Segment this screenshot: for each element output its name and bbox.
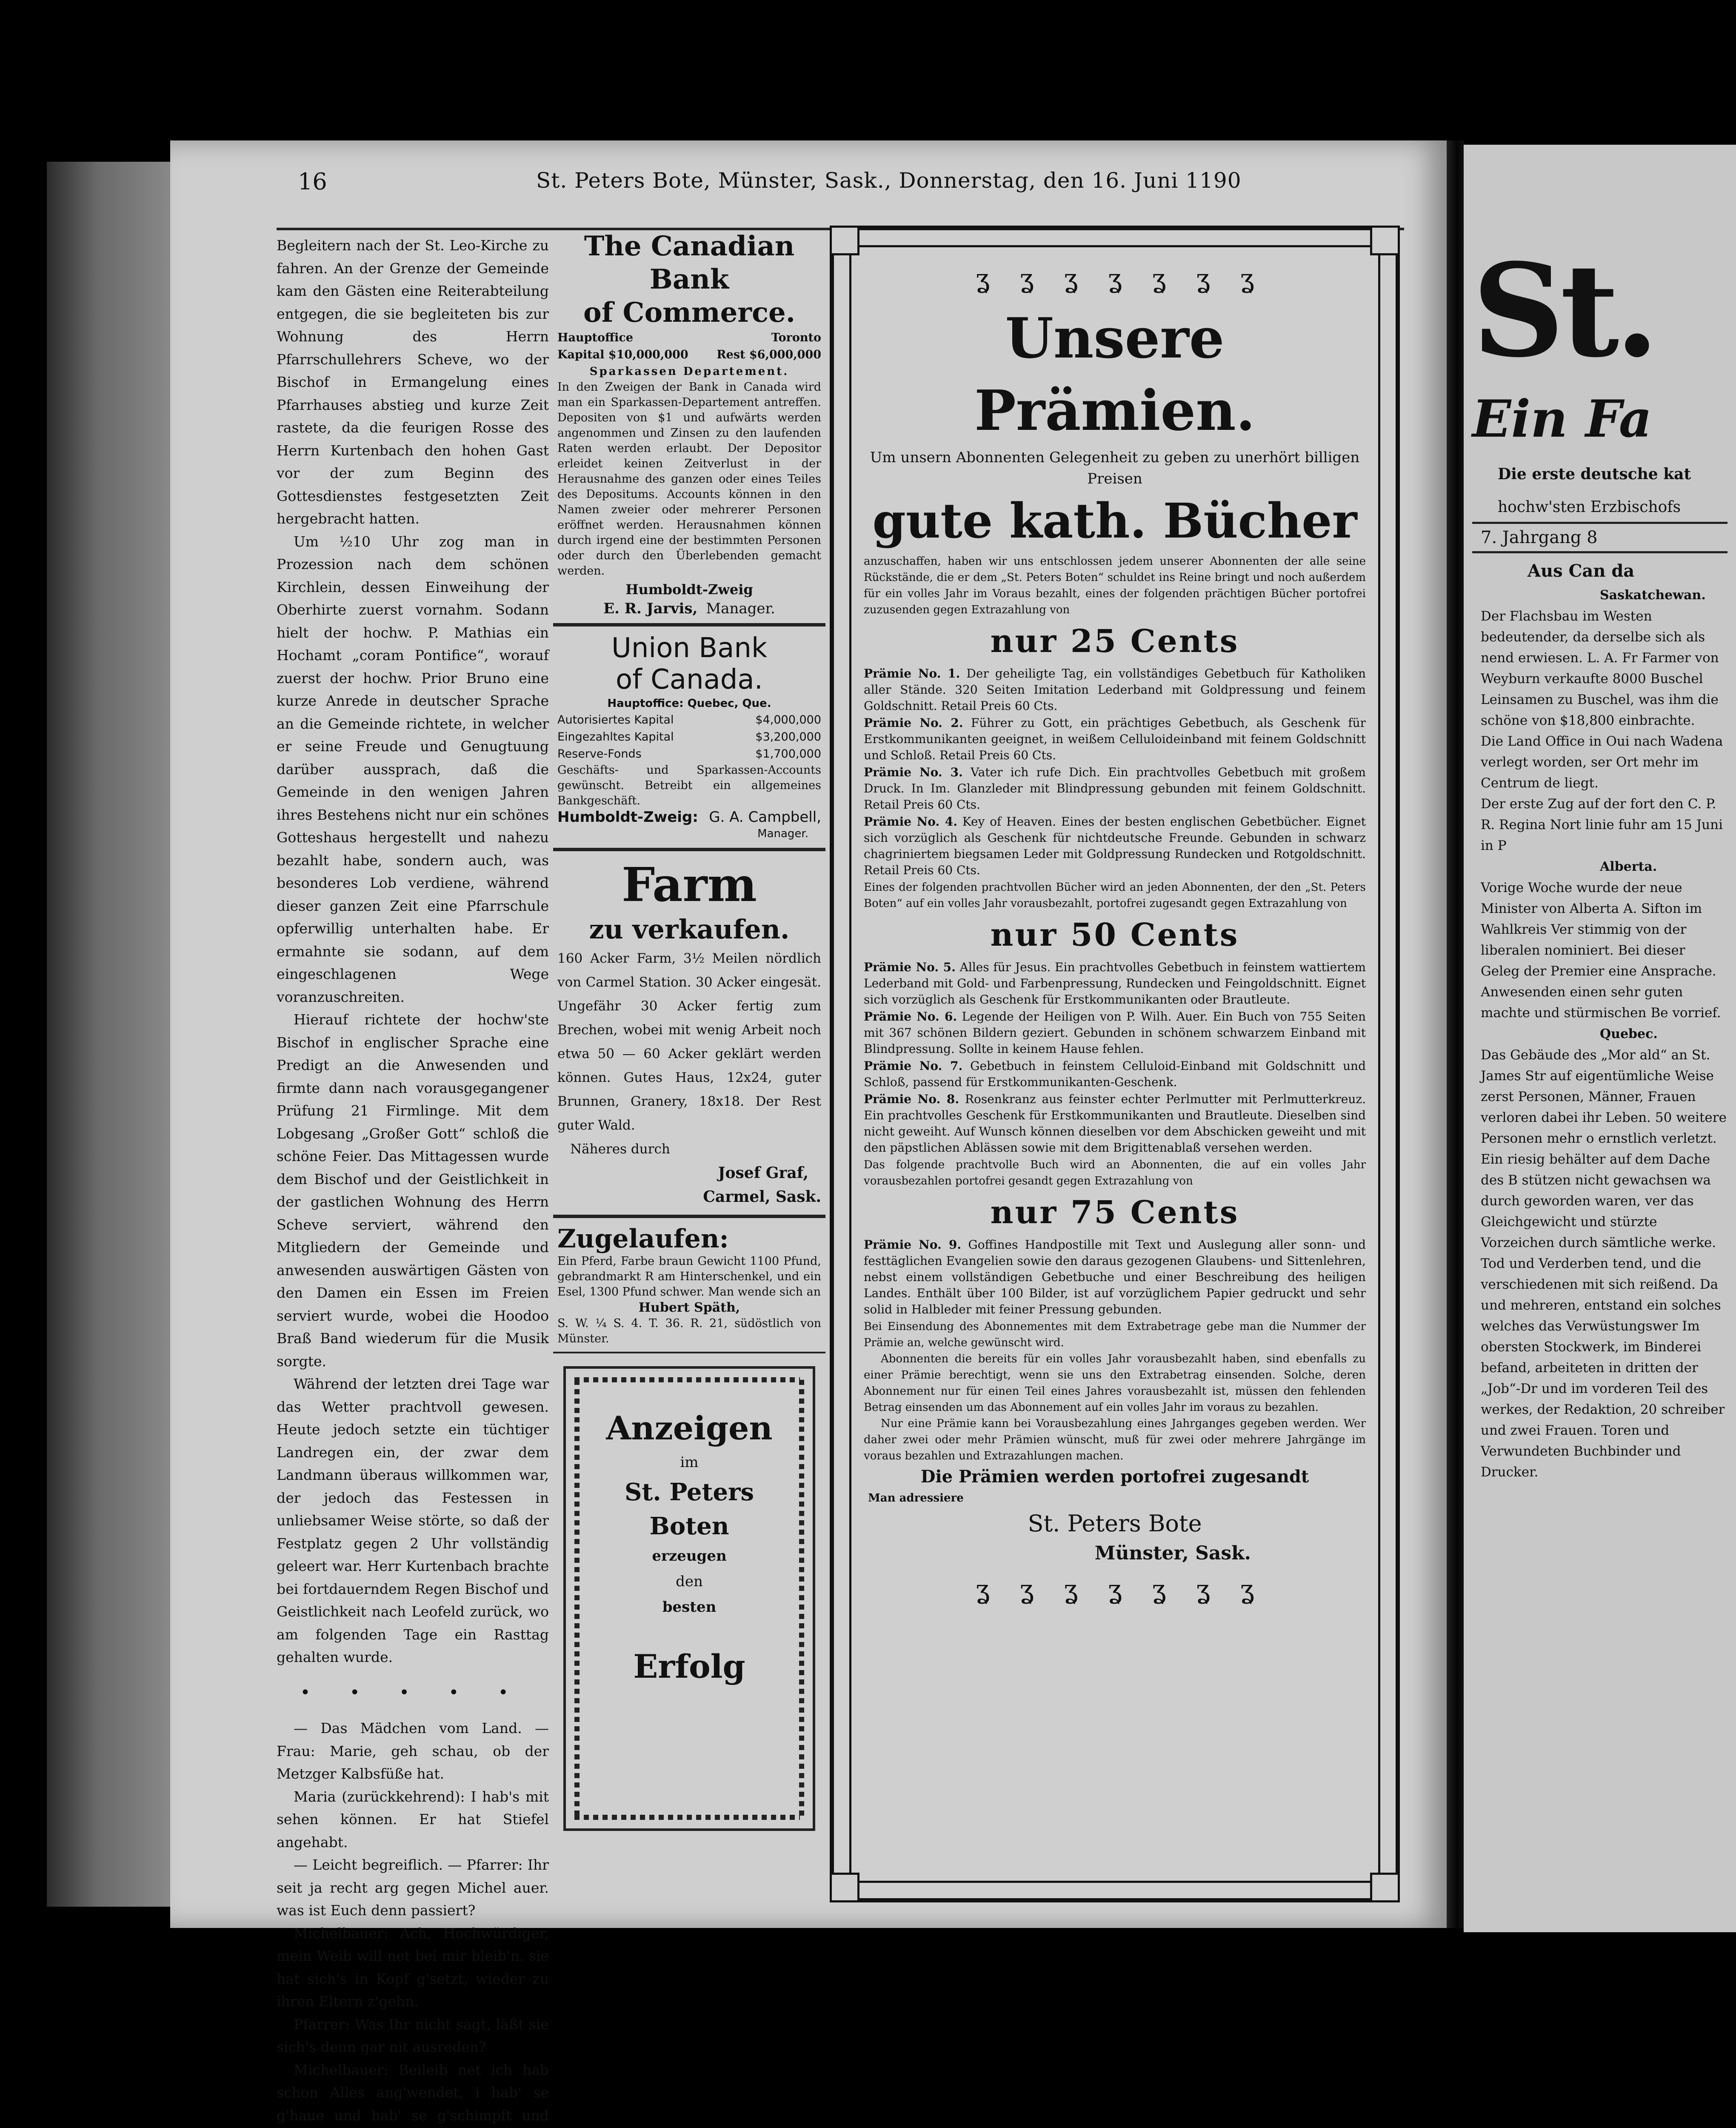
stray-location: S. W. ¼ S. 4. T. 36. R. 21, südöstlich von Münster. <box>553 1316 825 1347</box>
branch: Humboldt-Zweig <box>553 579 825 600</box>
praemien-ad <box>830 226 1400 1902</box>
article-paragraph: Während der letzten drei Tage war das Wetter prachtvoll gewesen. Heute jedoch setzte ein tüchtiger Landregen ein, der zwar dem Landmann überaus willkommen war, der jedoch das Festessen in unliebsamer Weise störte, so daß der Festplatz gegen 2 Uhr vollständig geleert war. Herr Kurtenbach brachte bei fortdauerndem Regen Bischof und Geistlichkeit nach Leofeld zurück, wo am folgenden Tage ein Rasttag gehalten wurde. <box>277 1373 549 1669</box>
book-spine <box>1447 140 1464 1928</box>
next-page-content <box>1472 145 1727 1932</box>
anecdote-line: Pfarrer: Was Ihr nicht sagt, läßt sie sich's denn gar nit ausreden? <box>277 2013 549 2059</box>
premium-text: Alles für Jesus. Ein prachtvolles Gebetbuch in feinstem wattiertem Lederband mit Gold- und Farbenpressung, Rundecken und Feingoldschnitt. Eignet sich vorzüglich als Geschenk für Erstkommunikanten oder Brautleute. <box>864 960 1366 1007</box>
ornament-icon: ʓ <box>1019 1575 1034 1605</box>
manager-name: G. A. Campbell, <box>709 809 821 826</box>
premium-label: Prämie No. 4. <box>864 815 957 829</box>
premium-item <box>859 959 1370 1008</box>
ornament-icon: ʓ <box>1240 264 1254 294</box>
price-50: nur 50 Cents <box>859 912 1370 958</box>
farm-subtitle: zu verkaufen. <box>553 912 825 947</box>
article-paragraph: Hierauf richtete der hochw'ste Bischof in englischer Sprache eine Predigt an die Anwesenden und firmte dann nach vorausgegangener Prüfung 21 Firmlinge. Mit dem Lobgesang „Großer Gott“ schloß die schöne Feier. Das Mittagessen wurde dem Bischof und der Geistlichkeit in der gastlichen Wohnung des Herrn Scheve serviert, während den Mitgliedern der Gemeinde und anwesenden auswärtigen Gästen von den Damen ein Essen im Freien serviert wurde, wobei die Hoodoo Braß Band wiederum für die Musik sorgte. <box>277 1008 549 1373</box>
union-bank-text: Geschäfts- und Sparkassen-Accounts gewünscht. Betreibt ein allgemeines Bankgeschäft. <box>553 763 825 809</box>
stray-text: Ein Pferd, Farbe braun Gewicht 1100 Pfund, gebrandmarkt R am Hinterschenkel, und ein Esel, 1300 Pfund schwer. Man wende sich an <box>553 1254 825 1300</box>
premium-text: Goffines Handpostille mit Text und Auslegung aller sonn- und festtäglichen Evangelien sowie den daraus gezogenen Glaubens- und Sittenlehren, nebst einem vollständigen Gebetbuche und einer Beschreibung des heiligen Landes. Enthält über 100 Bilder, ist auf vorzüglichem Papier gedruckt und sehr solid in Halbleder mit feiner Pressung gebunden. <box>864 1238 1366 1316</box>
rule <box>553 848 825 851</box>
manager-title: Manager. <box>706 600 775 617</box>
frame-corner <box>1370 226 1400 255</box>
stray-title: Zugelaufen: <box>553 1224 825 1254</box>
book-edge <box>47 162 174 1907</box>
head-office: Hauptoffice: Quebec, Que. <box>553 695 825 712</box>
anzeigen-paper: St. Peters Boten <box>591 1475 787 1543</box>
ornament-icon: ʓ <box>1019 264 1034 294</box>
union-bank-ad <box>553 632 825 842</box>
price-75: nur 75 Cents <box>859 1189 1370 1236</box>
premium-label: Prämie No. 9. <box>864 1238 961 1252</box>
premium-text: Gebetbuch in feinstem Celluloid-Einband mit Goldschnitt und Schloß, passend für Erstkommunikanten-Geschenk. <box>864 1059 1366 1089</box>
premium-label: Prämie No. 2. <box>864 716 963 730</box>
premium-text: Der geheiligte Tag, ein vollständiges Gebetbuch für Katholiken aller Stände. 320 Seiten Imitation Lederband mit Goldpressung und feinem Goldschnitt. Retail Preis 60 Cts. <box>864 666 1366 713</box>
premium-item <box>859 715 1370 764</box>
article-column <box>277 234 549 1894</box>
capital-value: $3,200,000 <box>755 729 821 746</box>
contact-name: Josef Graf, <box>553 1161 825 1185</box>
frame-corner <box>830 226 859 255</box>
stray-name: Hubert Späth, <box>553 1300 825 1316</box>
premium-text: Rosenkranz aus feinster echter Perlmutter mit Perlmutterkreuz. Ein prachtvolles Geschenk für Erstkommunikanten und Brautleute. Dieselben sind nicht geweiht. Auf Wunsch können dieselben vor dem Abschicken geweiht und mit den päpstlichen Ablässen sowie mit dem Brigittenablaß versehen werden. <box>864 1092 1366 1155</box>
premium-item <box>859 1091 1370 1156</box>
running-head-title: St. Peters Bote, Münster, Sask., Donnerstag, den 16. Juni 1190 <box>536 168 1242 193</box>
anzeigen-ad <box>563 1366 815 1831</box>
farm-text: 160 Acker Farm, 3½ Meilen nördlich von Carmel Station. 30 Acker eingesät. Ungefähr 30 Acker fertig zum Brechen, wobei mit wenig Arbeit noch etwa 50 — 60 Acker geklärt werden können. Gutes Haus, 12x24, guter Brunnen, Granery, 18x18. Der Rest guter Wald. <box>553 947 825 1137</box>
frame-corner <box>1370 1873 1400 1902</box>
stray-ad <box>553 1224 825 1347</box>
premium-item <box>859 1009 1370 1057</box>
praemien-note: Nur eine Prämie kann bei Vorausbezahlung eines Jahrganges gegeben werden. Wer daher zwei oder mehr Prämien wünscht, muß für zwei oder mehrere Jahrgänge im voraus bezahlen und Extrazahlungen machen. <box>859 1416 1370 1464</box>
union-bank-title: of Canada. <box>553 664 825 695</box>
praemien-paragraph: Eines der folgenden prachtvollen Bücher wird an jeden Abonnenten, der den „St. Peters Boten“ auf ein volles Jahr vorausbezahlt, portofrei zugesandt gegen Extrazahlung von <box>859 879 1370 912</box>
praemien-paragraph: Das folgende prachtvolle Buch wird an Abonnenten, die auf ein volles Jahr vorausbezahlen portofrei gesandt gegen Extrazahlung von <box>859 1157 1370 1189</box>
praemien-books: gute kath. Bücher <box>859 489 1370 553</box>
praemien-note: Bei Einsendung des Abonnementes mit dem Extrabetrage gebe man die Nummer der Prämie an, welche gewünscht wird. <box>859 1319 1370 1351</box>
anzeigen-word: im <box>591 1450 787 1475</box>
article-paragraph: Um ½10 Uhr zog man in Prozession nach dem schönen Kirchlein, dessen Einweihung der Oberhirte zuerst vornahm. Sodann hielt der hochw. P. Mathias ein Hochamt „coram Pontifice“, worauf zuerst der hochw. Prior Bruno eine kurze Anrede in deutscher Sprache an die Gemeinde richtete, in welcher er seine Freude und Genugtuung darüber aussprach, daß die Gemeinde in den wenigen Jahren ihres Bestehens nicht nur ein schönes Gotteshaus hergestellt und nahezu bezahlt habe, sondern auch, was besonderes Lob verdiene, während dieser ganzen Zeit eine Pfarrschule opferwillig unterhalten habe. Er ermahnte sie sodann, auf dem eingeschlagenen Wege voranzuschreiten. <box>277 530 549 1009</box>
premium-item <box>859 764 1370 813</box>
address-label: Man adressiere <box>859 1490 1370 1507</box>
capital: Kapital $10,000,000 <box>557 346 688 363</box>
bank-title: The Canadian Bank <box>553 230 825 296</box>
section-subheading: Alberta. <box>1472 856 1727 878</box>
union-bank-title: Union Bank <box>553 632 825 664</box>
premium-label: Prämie No. 7. <box>864 1059 962 1073</box>
premium-item <box>859 1237 1370 1318</box>
premium-label: Prämie No. 3. <box>864 765 963 779</box>
manager-title: Manager. <box>553 826 825 842</box>
contact-place: Carmel, Sask. <box>553 1185 825 1209</box>
publisher-name: St. Peters Bote <box>859 1507 1370 1541</box>
bank-title: of Commerce. <box>553 296 825 329</box>
premium-text: Führer zu Gott, ein prächtiges Gebetbuch, als Geschenk für Erstkommunikanten geeignet, in weißem Celluloideinband mit feinem Goldschnitt und Schloß. Retail Preis 60 Cts. <box>864 716 1366 762</box>
ornament-icon: ʓ <box>1064 264 1078 294</box>
praemien-paragraph: anzuschaffen, haben wir uns entschlossen jedem unserer Abonnenten der alle seine Rückstände, die er dem „St. Peters Boten“ schuldet ins Reine bringt und noch außerdem für ein volles Jahr im Voraus bezahlt, eines der folgenden prächtigen Bücher portofrei zuzusenden gegen Extrazahlung von <box>859 553 1370 618</box>
premium-item <box>859 814 1370 878</box>
premium-text: Legende der Heiligen von P. Wilh. Auer. Ein Buch von 755 Seiten mit 367 schönen Bildern geziert. Gebunden in schönem schwarzem Einband mit Blindpressung. Sollte in keinem Hause fehlen. <box>864 1010 1366 1056</box>
article-paragraph: Begleitern nach der St. Leo-Kirche zu fahren. An der Grenze der Gemeinde kam den Gästen eine Reiterabteilung entgegen, die sie begleiteten bis zur Wohnung des Herrn Pfarrschullehrers Scheve, wo der Bischof in Ermangelung eines Pfarrhauses abstieg und kurze Zeit rastete, da die feurigen Rosse des Herrn Kurtenbach den hohen Gast vor der zum Beginn des Gottesdienstes festgesetzten Zeit hergebracht hatten. <box>277 234 549 530</box>
frame-corner <box>830 1873 859 1902</box>
manager-name: E. R. Jarvis, <box>603 600 697 617</box>
capital-value: $4,000,000 <box>755 712 821 729</box>
issue-line: 7. Jahrgang 8 <box>1472 522 1727 553</box>
border-ornament <box>574 1815 800 1820</box>
ornament-icon: ʓ <box>1108 1575 1122 1605</box>
masthead: St. <box>1472 243 1727 379</box>
section-subheading: Saskatchewan. <box>1472 585 1727 606</box>
section-subheading: Quebec. <box>1472 1024 1727 1045</box>
premium-text: Vater ich rufe Dich. Ein prachtvolles Gebetbuch mit großem Druck. In Im. Glanzleder mit Blindpressung gebunden mit feinem Goldschnitt. Retail Preis 60 Cts. <box>864 765 1366 812</box>
praemien-footer: Die Prämien werden portofrei zugesandt <box>859 1464 1370 1490</box>
news-text: Vorige Woche wurde der neue Minister von Alberta A. Sifton im Wahlkreis Ver stimmig von der liberalen nominiert. Bei dieser Geleg der Premier eine Ansprache. Anwesenden einen sehr guten machte und stürmischen Be vorrief. <box>1472 878 1727 1024</box>
news-text: Der Flachsbau im Westen bedeutender, da derselbe sich als nend erwiesen. L. A. Fr Farmer von Weyburn verkaufte 8000 Buschel Leinsamen zu Buschel, was ihm die schöne von $18,800 einbrachte. <box>1472 606 1727 731</box>
anecdote-line: Michelbauer: Ach, Hochwürdiger, mein Weib will net bei mir bleib'n. sie hat sich's in Kopf g'setzt, wieder zu ihren Eltern z'gehn. <box>277 1922 549 2013</box>
department: Sparkassen Departement. <box>553 363 825 380</box>
premium-item <box>859 666 1370 714</box>
head-office-city: Toronto <box>771 329 821 346</box>
anzeigen-erfolg: Erfolg <box>591 1645 787 1688</box>
anecdote-line: — Leicht begreiflich. — Pfarrer: Ihr seit ja recht arg gegen Michel auer. was ist Euch denn passiert? <box>277 1853 549 1922</box>
ornament-icon: ʓ <box>1064 1575 1078 1605</box>
reserve: Rest $6,000,000 <box>717 346 821 363</box>
ornament-icon: ʓ <box>1240 1575 1254 1605</box>
news-text: Der erste Zug auf der fort den C. P. R. Regina Nort linie fuhr am 15 Juni in P <box>1472 794 1727 856</box>
border-ornament <box>574 1377 580 1816</box>
anecdote-line: Maria (zurückkehrend): I hab's mit sehen können. Er hat Stiefel angehabt. <box>277 1785 549 1854</box>
praemien-note: Abonnenten die bereits für ein volles Jahr vorausbezahlt haben, sind ebenfalls zu einer Prämie berechtigt, wenn sie uns den Extrabetrag einsenden. Solche, deren Abonnement nur für einen Teil eines Jahres vorausbezahlt ist, müssen den fehlenden Betrag einsenden um das Abonnement auf ein volles Jahr im voraus zu bezahlen. <box>859 1351 1370 1416</box>
running-head <box>298 168 1404 202</box>
rule <box>553 1215 825 1218</box>
news-text: Die Land Office in Oui nach Wadena verlegt worden, ser Ort mehr im Centrum de liegt. <box>1472 731 1727 794</box>
news-text: Das Gebäude des „Mor ald“ an St. James Str auf eigentümliche Weise zerst Personen, Männer, Frauen verloren dabei ihr Leben. 50 weitere Personen mehr o ernstlich verletzt. Ein riesig behälter auf dem Dache des B stützen nicht gewachsen wa durch geworden waren, ver das Gleichgewicht und stürzte Vorzeichen durch sämtliche werke. Tod und Verderben tend, und die verschiedenen mit sich reißend. Da und mehreren, entstand ein solches welches das Verwüstungswer Im obersten Stockwerk, im Binderei befand, arbeiteten in dritten der „Job“-Dr und im vorderen Teil des werkes, der Redaktion, 20 schreiber und zwei Frauen. Toren und Verwundeten Buchbinder und Drucker. <box>1472 1045 1727 1483</box>
premium-label: Prämie No. 6. <box>864 1010 957 1024</box>
ornament-icon: ʓ <box>1196 264 1210 294</box>
farm-title: Farm <box>553 857 825 912</box>
masthead-subtitle: hochw'sten Erzbischofs <box>1472 497 1727 518</box>
praemien-title: Unsere Prämien. <box>859 302 1370 447</box>
rule <box>553 1352 825 1353</box>
ornament-icon: ʓ <box>1152 1575 1166 1605</box>
ornament-icon: ʓ <box>1196 1575 1210 1605</box>
masthead-subtitle: Die erste deutsche kat <box>1472 464 1727 484</box>
ornament-row <box>859 264 1370 294</box>
contact-label: Näheres durch <box>553 1137 825 1161</box>
ornament-row <box>859 1575 1370 1605</box>
ornament-icon: ʓ <box>975 1575 990 1605</box>
premium-label: Prämie No. 5. <box>864 960 956 974</box>
anzeigen-title: Anzeigen <box>591 1407 787 1450</box>
capital-value: $1,700,000 <box>755 746 821 763</box>
ornament-icon: ʓ <box>975 264 990 294</box>
publisher-city: Münster, Sask. <box>859 1541 1370 1566</box>
capital-label: Reserve-Fonds <box>557 746 642 763</box>
ads-column <box>553 230 825 1890</box>
premium-label: Prämie No. 1. <box>864 666 960 681</box>
anzeigen-word: den <box>591 1569 787 1594</box>
masthead-banner: Ein Fa <box>1472 387 1727 451</box>
rule <box>553 623 825 626</box>
section-heading: Aus Can da <box>1472 558 1727 585</box>
praemien-intro: Um unsern Abonnenten Gelegenheit zu geben zu unerhört billigen Preisen <box>859 447 1370 489</box>
separator-dots: • • • • • <box>277 1682 549 1705</box>
branch: Humboldt-Zweig: <box>557 809 698 826</box>
anecdote-line: Michelbauer: Beileib net ich hab schon Alles ang'wendet, i hab' se g'haue und hab' se g'schimpft und <box>277 2059 549 2128</box>
page-number: 16 <box>298 168 327 195</box>
anecdote-line: — Das Mädchen vom Land. — Frau: Marie, geh schau, ob der Metzger Kalbsfüße hat. <box>277 1717 549 1785</box>
ornament-icon: ʓ <box>1152 264 1166 294</box>
premium-label: Prämie No. 8. <box>864 1092 959 1106</box>
anzeigen-word: erzeugen <box>591 1543 787 1569</box>
price-25: nur 25 Cents <box>859 618 1370 665</box>
capital-label: Autorisiertes Kapital <box>557 712 674 729</box>
bank-text: In den Zweigen der Bank in Canada wird man ein Sparkassen-Departement antreffen. Depositen von $1 und aufwärts werden angenommen und Zinsen zu den laufenden Raten werden erlaubt. Der Depositor erleidet keinen Zeitverlust in der Herausnahme des ganzen oder eines Teiles des Depositums. Accounts können in den Namen zweier oder mehrerer Personen eröffnet werden. Herausnahmen können durch irgend eine der bestimmten Personen oder durch den Überlebenden gemacht werden. <box>553 380 825 579</box>
border-ornament <box>799 1377 804 1816</box>
premium-text: Key of Heaven. Eines der besten englischen Gebetbücher. Eignet sich vorzüglich als Geschenk für nichtdeutsche Freunde. Gebunden in schwarz chagriniertem biegsamen Leder mit Goldpressung Rundecken und Rotgoldschnitt. Retail Preis 60 Cts. <box>864 815 1366 877</box>
ornament-icon: ʓ <box>1108 264 1122 294</box>
bank-of-commerce-ad <box>553 230 825 617</box>
head-office-label: Hauptoffice <box>557 329 633 346</box>
border-ornament <box>574 1377 800 1382</box>
premium-item <box>859 1058 1370 1090</box>
anzeigen-word: besten <box>591 1594 787 1620</box>
capital-label: Eingezahltes Kapital <box>557 729 674 746</box>
farm-ad <box>553 857 825 1209</box>
